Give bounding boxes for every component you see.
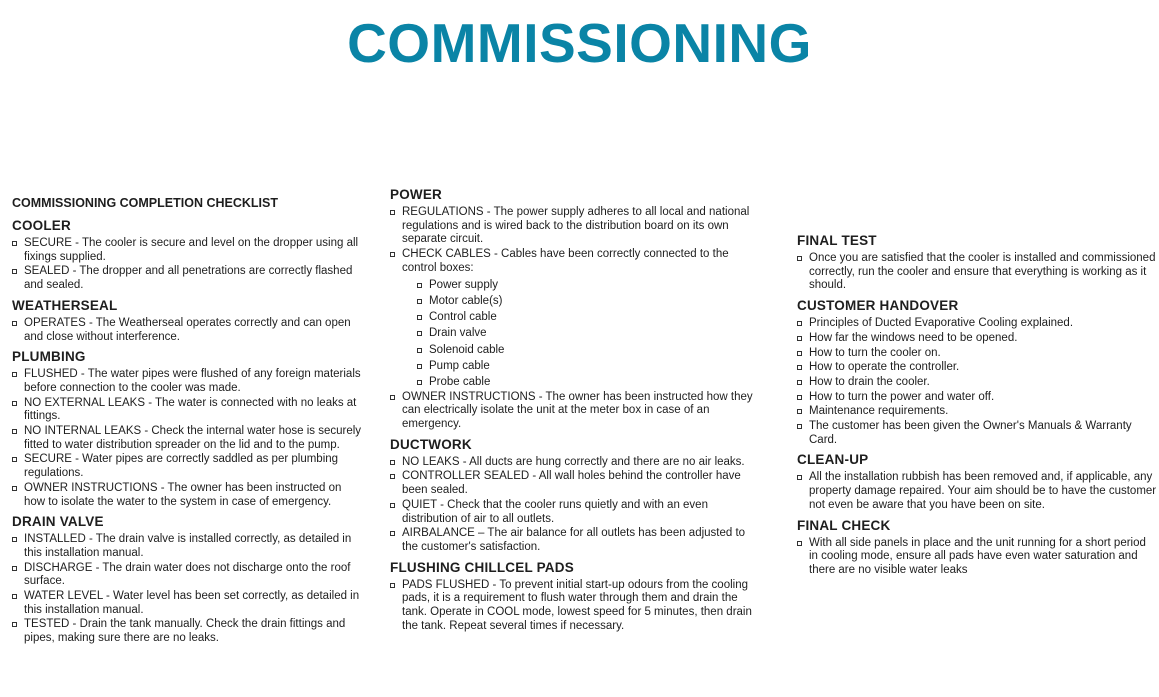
- checkbox-icon[interactable]: [797, 424, 802, 429]
- checklist-item-text: INSTALLED - The drain valve is installed correctly, as detailed in this installation manual.: [24, 533, 352, 559]
- cable-sub-item-text: Control cable: [429, 311, 497, 324]
- checklist-item[interactable]: [12, 618, 362, 645]
- checklist-item[interactable]: [12, 237, 362, 264]
- checklist-item[interactable]: [12, 453, 362, 480]
- checkbox-icon[interactable]: [12, 321, 17, 326]
- cable-sub-item-text: Solenoid cable: [429, 343, 505, 356]
- checkbox-icon[interactable]: [390, 252, 395, 257]
- cable-sub-item[interactable]: [390, 309, 762, 325]
- checkbox-icon[interactable]: [390, 503, 395, 508]
- cable-sub-item-text: Motor cable(s): [429, 294, 503, 307]
- checklist-item[interactable]: [390, 456, 762, 470]
- checklist-item-text: FLUSHED - The water pipes were flushed of any foreign materials before connection to the cooler was made.: [24, 368, 361, 394]
- checkbox-icon[interactable]: [797, 380, 802, 385]
- checkbox-icon[interactable]: [417, 331, 422, 336]
- checkbox-icon[interactable]: [12, 622, 17, 627]
- checklist-item-text: How to drain the cooler.: [809, 375, 930, 388]
- checkbox-icon[interactable]: [12, 401, 17, 406]
- checklist-column-2: [390, 187, 762, 634]
- cable-sub-item[interactable]: [390, 293, 762, 309]
- checkbox-icon[interactable]: [417, 380, 422, 385]
- checkbox-icon[interactable]: [390, 210, 395, 215]
- checkbox-icon[interactable]: [390, 395, 395, 400]
- checklist-item[interactable]: [12, 482, 362, 509]
- section-title-flushing-chillcel-pads: FLUSHING CHILLCEL PADS: [390, 559, 574, 575]
- checklist-item-text: OWNER INSTRUCTIONS - The owner has been instructed on how to isolate the water to the system in case of emergency.: [24, 481, 342, 508]
- section-title-final-test: FINAL TEST: [797, 233, 877, 248]
- checkbox-icon[interactable]: [797, 395, 802, 400]
- cable-sub-item[interactable]: [390, 325, 762, 341]
- checklist-item-text: How to turn the power and water off.: [809, 390, 995, 403]
- checklist-item[interactable]: [12, 590, 362, 617]
- checklist-item[interactable]: [797, 332, 1157, 346]
- checklist-item-text: OPERATES - The Weatherseal operates correctly and can open and close without interference.: [24, 316, 351, 343]
- checkbox-icon[interactable]: [12, 486, 17, 491]
- checkbox-icon[interactable]: [797, 336, 802, 341]
- checklist-item[interactable]: [12, 397, 362, 424]
- cable-sub-item[interactable]: [390, 277, 762, 293]
- checklist-item[interactable]: [12, 533, 362, 560]
- checkbox-icon[interactable]: [12, 457, 17, 462]
- checkbox-icon[interactable]: [390, 460, 395, 465]
- checklist-item[interactable]: [390, 470, 762, 497]
- checklist-item-text: WATER LEVEL - Water level has been set correctly, as detailed in this installation manual.: [24, 590, 360, 616]
- checklist-item-text: NO INTERNAL LEAKS - Check the internal water hose is securely fitted to water distribution spreader on the lid and to the pump.: [24, 425, 362, 451]
- checkbox-icon[interactable]: [12, 429, 17, 434]
- checklist-item-text: DISCHARGE - The drain water does not discharge onto the roof surface.: [24, 561, 351, 588]
- checkbox-icon[interactable]: [390, 583, 395, 588]
- checklist-item[interactable]: [797, 347, 1157, 361]
- cable-sub-item[interactable]: [390, 358, 762, 374]
- checklist-item-text: SECURE - The cooler is secure and level on the dropper using all fixings supplied.: [24, 237, 359, 263]
- checkbox-icon[interactable]: [12, 269, 17, 274]
- checklist-item-text: CONTROLLER SEALED - All wall holes behind the controller have been sealed.: [402, 470, 741, 497]
- checkbox-icon[interactable]: [797, 475, 802, 480]
- cable-sub-item[interactable]: [390, 374, 762, 390]
- section-title-final-check: FINAL CHECK: [797, 517, 891, 533]
- section-title-customer-handover: CUSTOMER HANDOVER: [797, 298, 959, 314]
- checklist-heading: COMMISSIONING COMPLETION CHECKLIST: [12, 196, 278, 210]
- section-title-ductwork: DUCTWORK: [390, 436, 472, 452]
- checklist-item-text: How to turn the cooler on.: [809, 346, 941, 359]
- checklist-item-text: Once you are satisfied that the cooler is installed and commissioned correctly, run the cooler and ensure that everything is working as it should.: [809, 252, 1156, 292]
- checklist-item[interactable]: [12, 562, 362, 589]
- checkbox-icon[interactable]: [12, 566, 17, 571]
- section-title-weatherseal: WEATHERSEAL: [12, 297, 118, 313]
- checkbox-icon[interactable]: [390, 531, 395, 536]
- checklist-item[interactable]: [797, 361, 1157, 375]
- checkbox-icon[interactable]: [12, 594, 17, 599]
- checklist-item[interactable]: [797, 405, 1157, 419]
- checklist-item[interactable]: [797, 317, 1157, 331]
- checklist-item-text: AIRBALANCE – The air balance for all outlets has been adjusted to the customer's satisfaction.: [402, 527, 746, 553]
- checklist-item-text: SECURE - Water pipes are correctly saddled as per plumbing regulations.: [24, 453, 339, 480]
- checklist-item-text: NO EXTERNAL LEAKS - The water is connected with no leaks at fittings.: [24, 396, 357, 423]
- checklist-item-text: TESTED - Drain the tank manually. Check the drain fittings and pipes, making sure there are no leaks.: [24, 618, 346, 645]
- checklist-item-text: NO LEAKS - All ducts are hung correctly and there are no air leaks.: [402, 455, 745, 468]
- checklist-column-1: [12, 196, 362, 647]
- checklist-item[interactable]: [12, 368, 362, 395]
- checklist-item-text: With all side panels in place and the unit running for a short period in cooling mode, ensure all pads have even water saturation and there are no visible water leaks: [809, 536, 1146, 576]
- checkbox-icon[interactable]: [417, 283, 422, 288]
- checkbox-icon[interactable]: [417, 348, 422, 353]
- checkbox-icon[interactable]: [797, 321, 802, 326]
- checklist-item[interactable]: [12, 425, 362, 452]
- checklist-item[interactable]: [390, 527, 762, 554]
- checklist-item[interactable]: [797, 252, 1157, 293]
- checkbox-icon[interactable]: [797, 256, 802, 261]
- checklist-item-text: All the installation rubbish has been removed and, if applicable, any property damage repaired. Your aim should be to have the customer not even be aware that you have been on site.: [809, 471, 1157, 511]
- checklist-item-text: The customer has been given the Owner's Manuals & Warranty Card.: [809, 420, 1132, 446]
- checklist-item-text: Maintenance requirements.: [809, 405, 949, 418]
- checklist-item[interactable]: [797, 471, 1157, 512]
- checklist-item[interactable]: [390, 579, 762, 634]
- cable-sub-item-text: Drain valve: [429, 327, 487, 340]
- section-title-plumbing: PLUMBING: [12, 349, 86, 365]
- checkbox-icon[interactable]: [417, 315, 422, 320]
- checkbox-icon[interactable]: [797, 541, 802, 546]
- section-title-power: POWER: [390, 187, 443, 202]
- checklist-item-text: OWNER INSTRUCTIONS - The owner has been instructed how they can electrically isolate the unit at the meter box in case of an emergency.: [402, 390, 753, 430]
- cable-sub-item-text: Probe cable: [429, 376, 491, 389]
- checkbox-icon[interactable]: [797, 351, 802, 356]
- checklist-item[interactable]: [797, 391, 1157, 405]
- checklist-item[interactable]: [797, 537, 1157, 578]
- checklist-column-3: [797, 233, 1157, 579]
- checklist-item-text: SEALED - The dropper and all penetrations are correctly flashed and sealed.: [24, 265, 353, 292]
- checklist-item-text: How far the windows need to be opened.: [809, 331, 1018, 344]
- checkbox-icon[interactable]: [797, 365, 802, 370]
- checkbox-icon[interactable]: [417, 299, 422, 304]
- checklist-item[interactable]: [12, 317, 362, 344]
- checklist-item-text: Principles of Ducted Evaporative Cooling explained.: [809, 317, 1074, 330]
- cable-sub-item-text: Pump cable: [429, 360, 490, 372]
- checklist-item-text: CHECK CABLES - Cables have been correctly connected to the control boxes:: [402, 248, 729, 274]
- checkbox-icon[interactable]: [12, 241, 17, 246]
- checklist-item[interactable]: [12, 265, 362, 292]
- checklist-item[interactable]: [390, 499, 762, 526]
- cable-sub-item[interactable]: [390, 342, 762, 358]
- page-title: COMMISSIONING: [347, 12, 812, 74]
- checklist-item[interactable]: [390, 248, 762, 275]
- cable-sub-item-text: Power supply: [429, 278, 499, 291]
- checklist-item[interactable]: [797, 420, 1157, 447]
- checklist-item-text: How to operate the controller.: [809, 361, 960, 374]
- checklist-item-text: PADS FLUSHED - To prevent initial start-up odours from the cooling pads, it is a requirement to flush water through them and drain the tank. Operate in COOL mode, lowest speed for 5 minutes, then drain the tank. Repeat several times if necessary.: [402, 578, 752, 632]
- checklist-item-text: QUIET - Check that the cooler runs quietly and with an even distribution of air to all outlets.: [402, 498, 708, 525]
- checkbox-icon[interactable]: [12, 372, 17, 377]
- section-title-clean-up: CLEAN-UP: [797, 452, 869, 468]
- section-title-drain-valve: DRAIN VALVE: [12, 514, 104, 530]
- checkbox-icon[interactable]: [797, 409, 802, 414]
- checklist-item[interactable]: [390, 206, 762, 247]
- checklist-item[interactable]: [797, 376, 1157, 390]
- checkbox-icon[interactable]: [390, 474, 395, 479]
- checklist-item-text: REGULATIONS - The power supply adheres to all local and national regulations and is wired back to the distribution board on its own separate circuit.: [402, 206, 750, 246]
- section-title-cooler: COOLER: [12, 218, 71, 233]
- checkbox-icon[interactable]: [12, 537, 17, 542]
- checkbox-icon[interactable]: [417, 364, 422, 369]
- checklist-item[interactable]: [390, 391, 762, 432]
